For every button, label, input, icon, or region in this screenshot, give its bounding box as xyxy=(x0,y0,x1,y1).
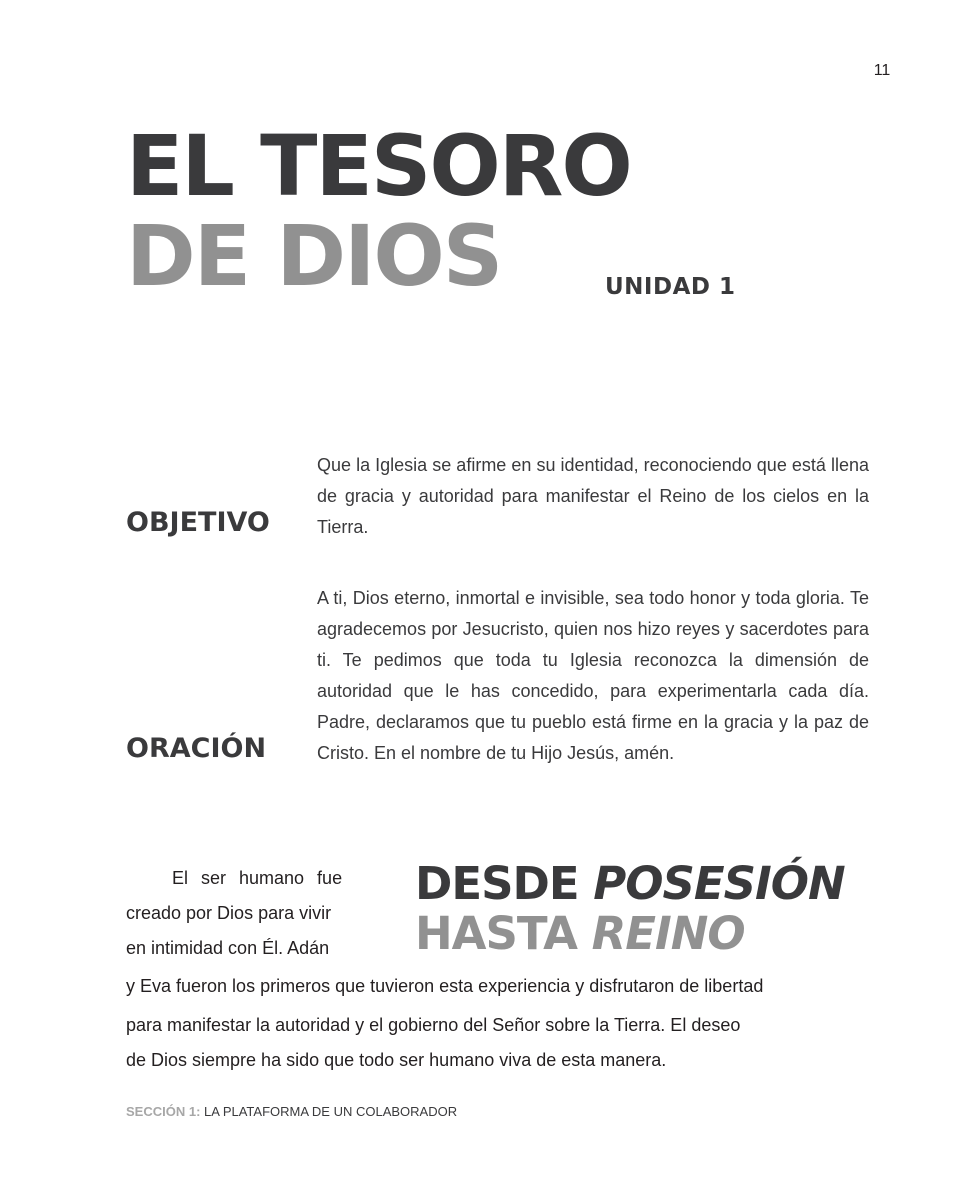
body-line: y Eva fueron los primeros que tuvieron esta experiencia y disfrutaron de libertad xyxy=(126,976,764,996)
unit-title-line-2: DE DIOS xyxy=(126,207,502,305)
article-heading-line-2 xyxy=(415,908,745,960)
footer-section-title: LA PLATAFORMA DE UN COLABORADOR xyxy=(204,1104,458,1119)
body-line: para manifestar la autoridad y el gobierno del Señor sobre la Tierra. El deseo xyxy=(126,1015,741,1035)
article-heading-line-2-plain: HASTA xyxy=(415,907,592,960)
intro-line: creado por Dios para vivir xyxy=(126,903,332,923)
objetivo-text: Que la Iglesia se afirme en su identidad, reconociendo que está llena de gracia y autoridad para manifestar el Reino de los cielos en la Tierra. xyxy=(317,455,869,537)
unit-label: UNIDAD 1 xyxy=(605,274,736,300)
intro-line: El ser humano fue xyxy=(172,868,343,888)
oracion-text: A ti, Dios eterno, inmortal e invisible, sea todo honor y toda gloria. Te agradecemos por Jesucristo, quien nos hizo reyes y sacerdotes para ti. Te pedimos que toda tu Iglesia reconozca la dimensión de autoridad que le has concedido, para experimentarla cada día. Padre, declaramos que tu pueblo está firme en la gracia y la paz de Cristo. En el nombre de tu Hijo Jesús, amén. xyxy=(317,588,869,763)
body-line: de Dios siempre ha sido que todo ser humano viva de esta manera. xyxy=(126,1050,667,1070)
unit-title-line-1: EL TESORO xyxy=(126,117,631,215)
objetivo-heading: OBJETIVO xyxy=(126,507,270,538)
intro-line: en intimidad con Él. Adán xyxy=(126,938,330,958)
page-footer xyxy=(126,1103,457,1121)
article-heading-line-1 xyxy=(415,858,845,910)
oracion-heading: ORACIÓN xyxy=(126,733,267,764)
article-heading-line-1-plain: DESDE xyxy=(415,857,594,910)
article-heading-line-2-italic: REINO xyxy=(591,907,745,960)
page-number: 11 xyxy=(873,62,891,79)
article-heading-line-1-italic: POSESIÓN xyxy=(593,857,845,910)
footer-section-label: SECCIÓN 1: xyxy=(126,1104,201,1119)
